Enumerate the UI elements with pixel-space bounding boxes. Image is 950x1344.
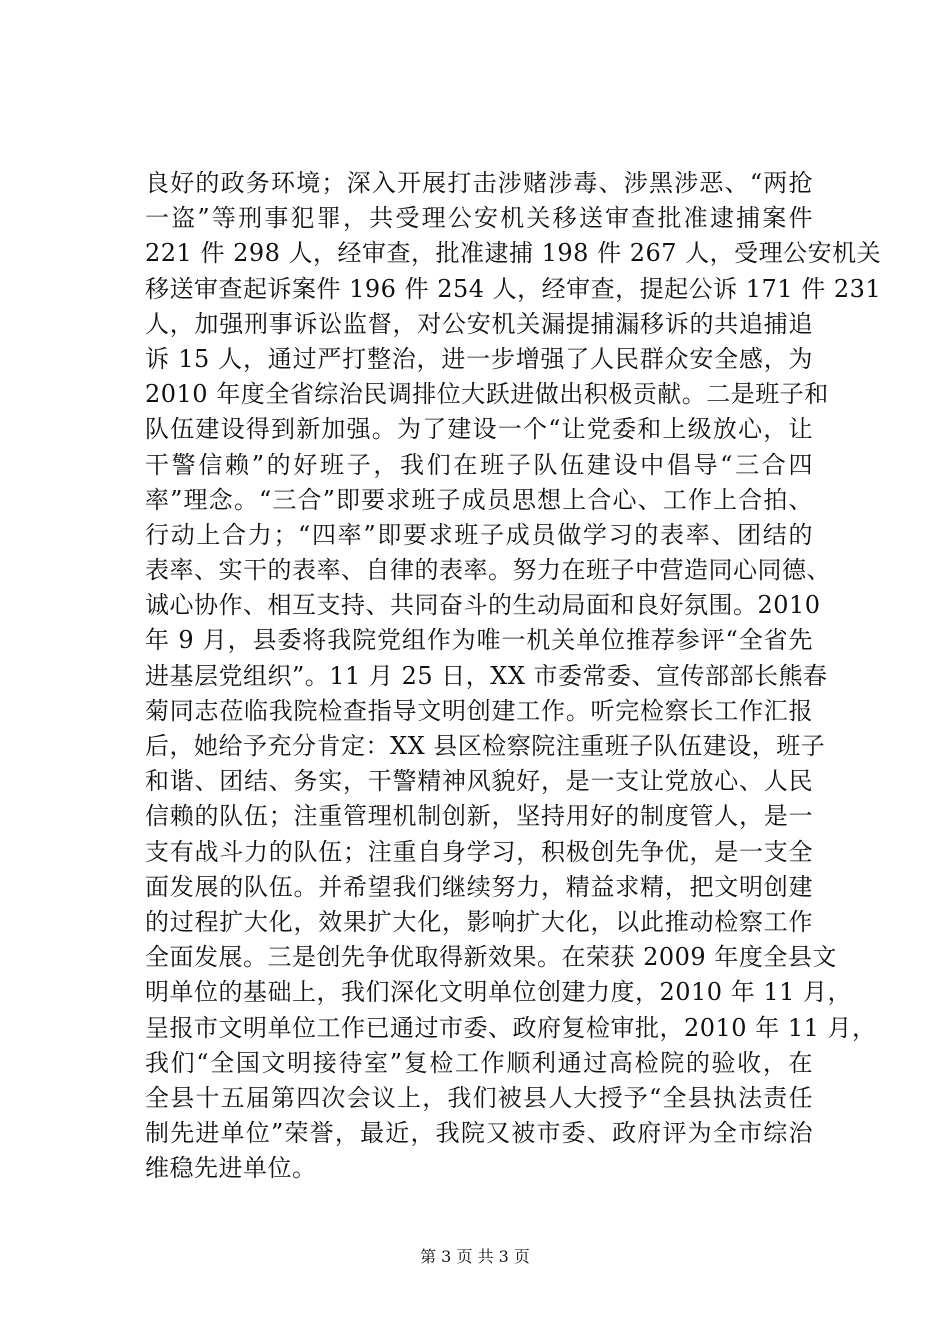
text-line: 菊同志莅临我院检查指导文明创建工作。听完检察长工作汇报 — [145, 696, 813, 725]
text-line: 进基层党组织”。11 月 25 日，XX 市委常委、宣传部部长熊春 — [145, 661, 828, 690]
text-line: 移送审查起诉案件 196 件 254 人，经审查，提起公诉 171 件 231 — [145, 274, 882, 303]
text-line: 一盗”等刑事犯罪，共受理公安机关移送审查批准逮捕案件 — [145, 204, 813, 233]
text-line: 全县十五届第四次会议上，我们被县人大授予“全县执法责任 — [145, 1083, 813, 1112]
text-line: 良好的政务环境；深入开展打击涉赌涉毒、涉黑涉恶、“两抢 — [145, 169, 813, 197]
text-line: 维稳先进单位。 — [145, 1154, 317, 1183]
text-line: 明单位的基础上，我们深化文明单位创建力度，2010 年 11 月， — [145, 978, 853, 1007]
text-line: 年 9 月，县委将我院党组作为唯一机关单位推荐参评“全省先 — [145, 626, 813, 655]
text-line: 和谐、团结、务实，干警精神风貌好，是一支让党放心、人民 — [145, 767, 813, 796]
text-line: 支有战斗力的队伍；注重自身学习，积极创先争优，是一支全 — [145, 837, 813, 866]
text-line: 行动上合力；“四率”即要求班子成员做学习的表率、团结的 — [145, 520, 813, 549]
text-line: 诉 15 人，通过严打整治，进一步增强了人民群众安全感，为 — [145, 344, 813, 373]
text-line: 221 件 298 人，经审查，批准逮捕 198 件 267 人，受理公安机关 — [145, 239, 882, 268]
text-line: 呈报市文明单位工作已通过市委、政府复检审批，2010 年 11 月， — [145, 1013, 877, 1042]
text-line: 面发展的队伍。并希望我们继续努力，精益求精，把文明创建 — [145, 872, 813, 901]
text-line: 人，加强刑事诉讼监督，对公安机关漏提捕漏移诉的共追捕追 — [145, 309, 813, 338]
body-paragraph — [145, 166, 882, 1186]
text-line: 诚心协作、相互支持、共同奋斗的生动局面和良好氛围。2010 — [145, 591, 821, 620]
text-line: 全面发展。三是创先争优取得新效果。在荣获 2009 年度全县文 — [145, 943, 837, 972]
text-line: 后，她给予充分肯定：XX 县区检察院注重班子队伍建设，班子 — [145, 732, 826, 760]
text-line: 我们“全国文明接待室”复检工作顺利通过高检院的验收，在 — [145, 1048, 813, 1077]
text-line: 队伍建设得到新加强。为了建设一个“让党委和上级放心，让 — [145, 415, 813, 444]
text-line: 2010 年度全省综治民调排位大跃进做出积极贡献。二是班子和 — [145, 380, 829, 409]
text-line: 干警信赖”的好班子，我们在班子队伍建设中倡导“三合四 — [145, 450, 813, 479]
text-line: 的过程扩大化，效果扩大化，影响扩大化，以此推动检察工作 — [145, 907, 813, 936]
text-line: 信赖的队伍；注重管理机制创新，坚持用好的制度管人，是一 — [145, 802, 813, 831]
text-line: 表率、实干的表率、自律的表率。努力在班子中营造同心同德、 — [145, 556, 831, 585]
page-number-footer: 第 3 页 共 3 页 — [420, 1247, 530, 1266]
text-line: 率”理念。“三合”即要求班子成员思想上合心、工作上合拍、 — [145, 485, 813, 514]
text-line: 制先进单位”荣誉，最近，我院又被市委、政府评为全市综治 — [145, 1119, 813, 1148]
